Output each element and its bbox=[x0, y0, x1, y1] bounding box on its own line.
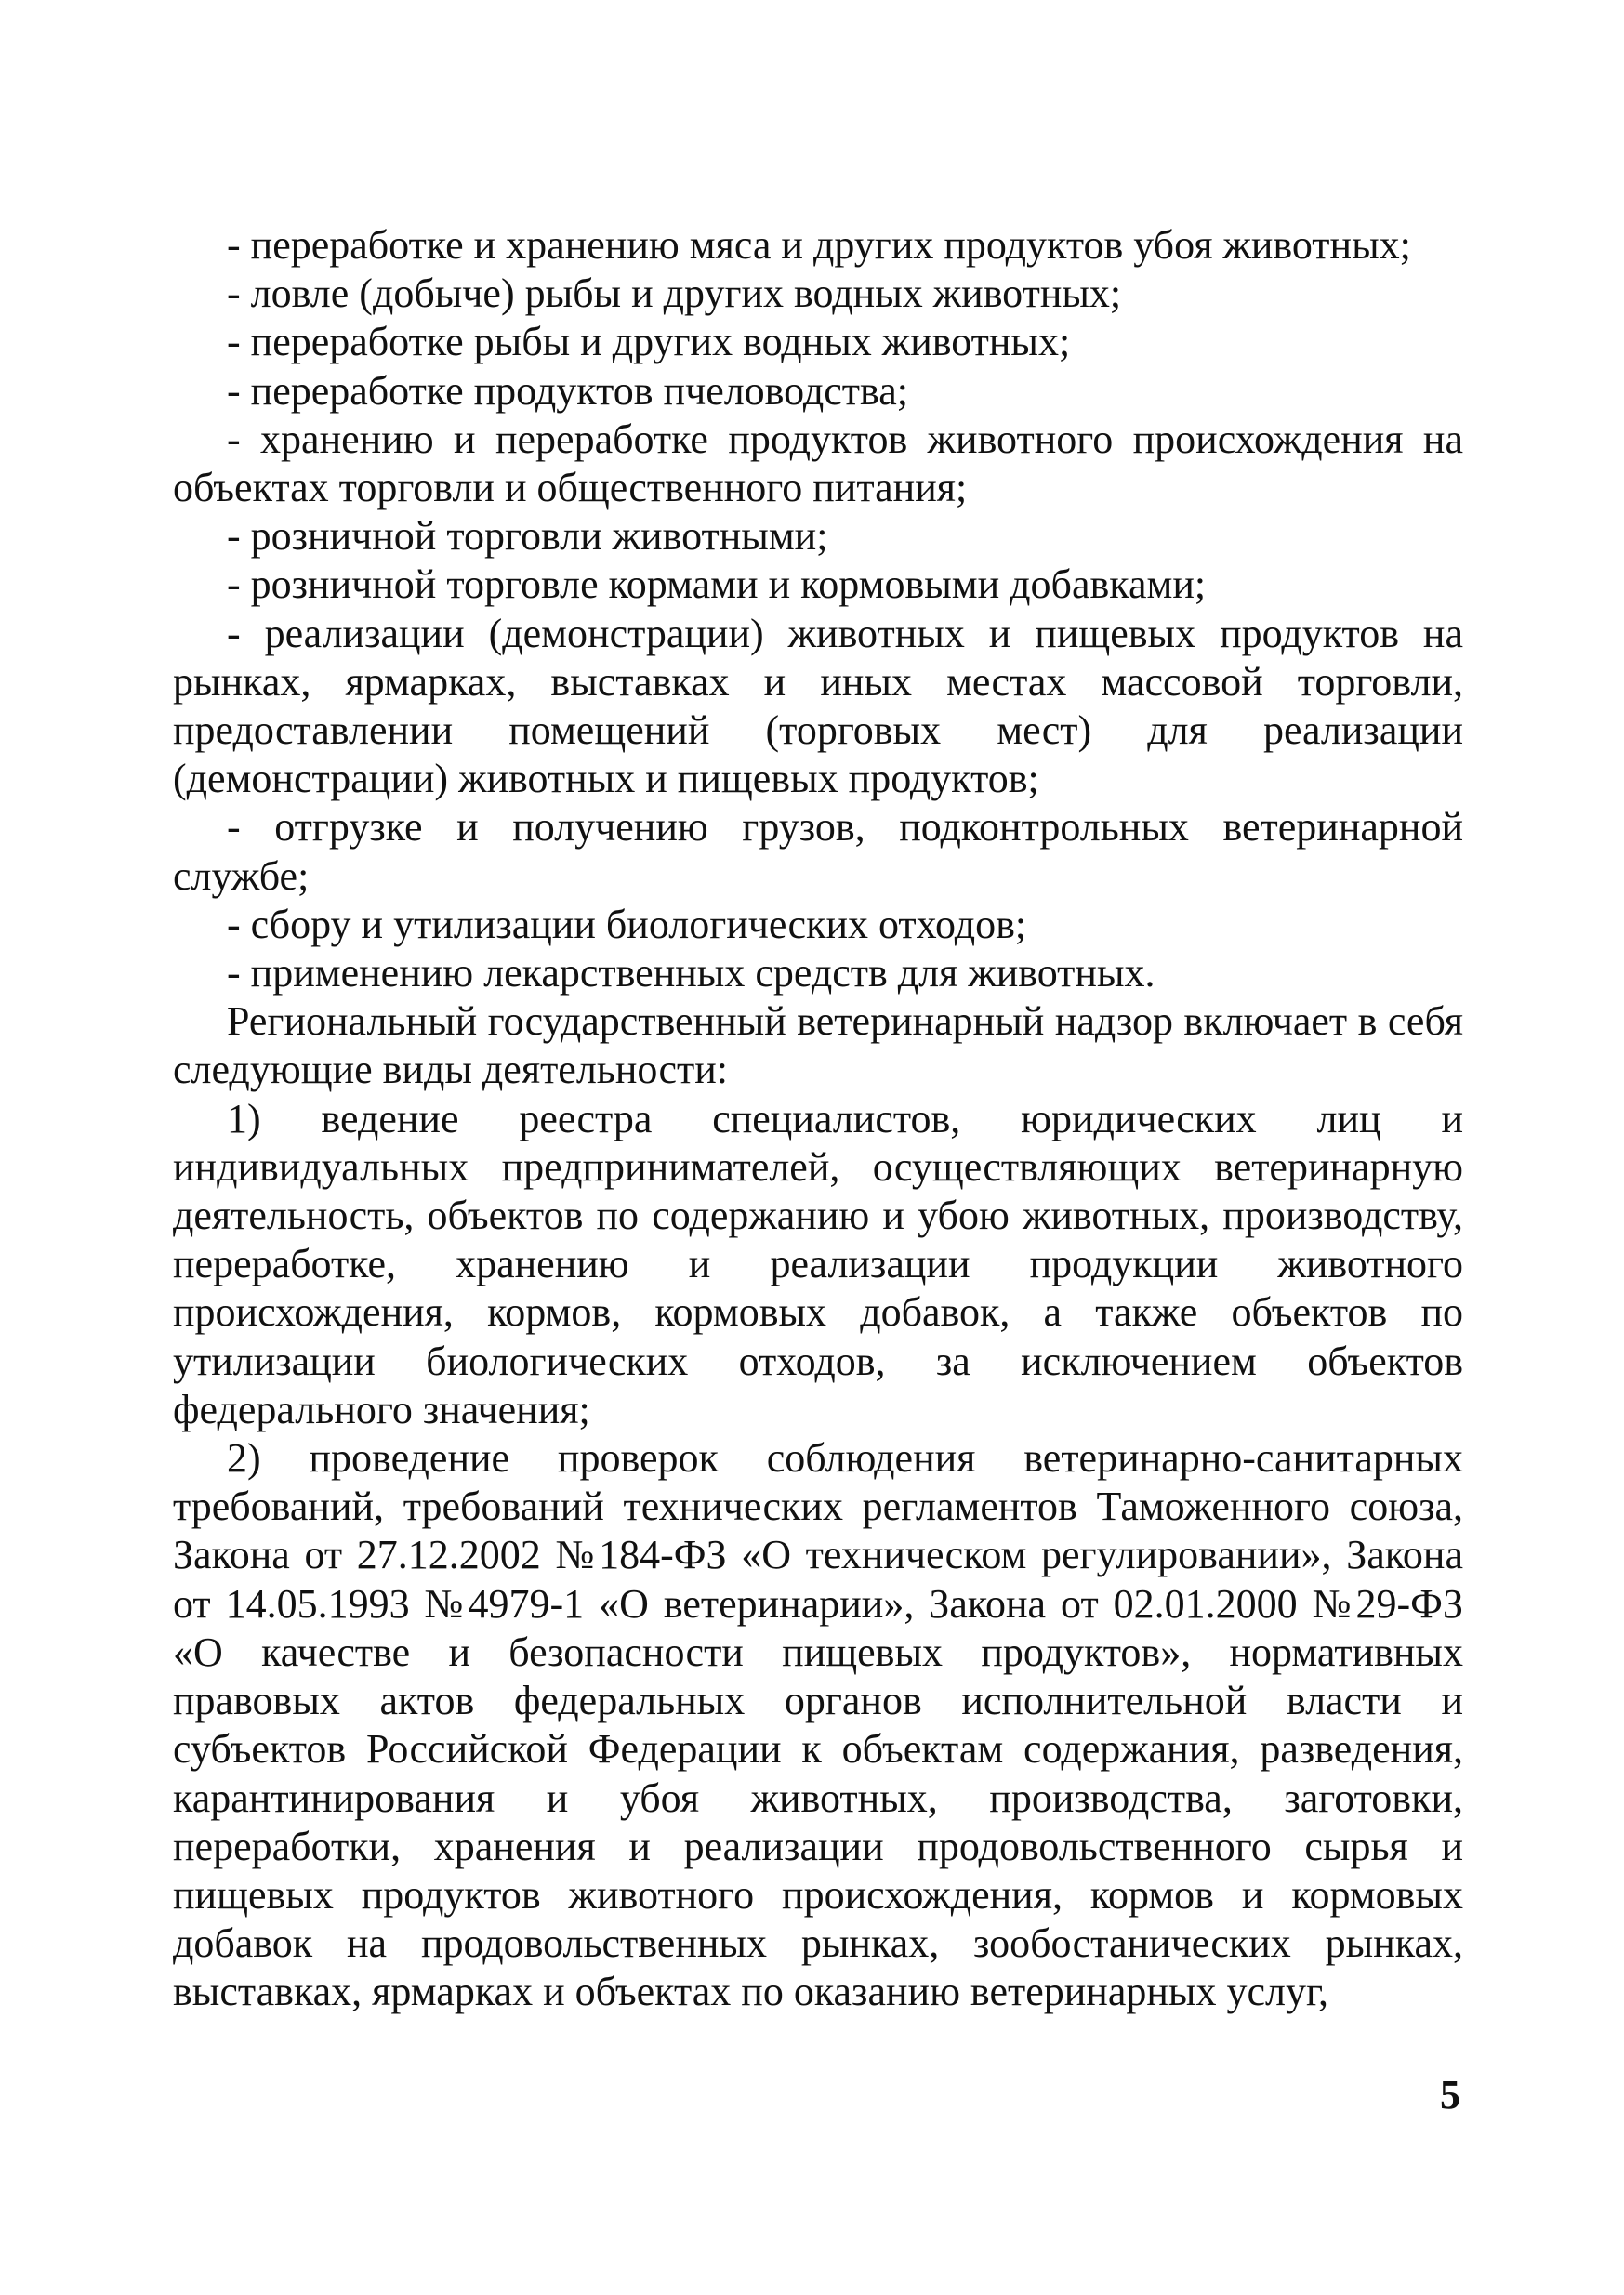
paragraph-slaughter-products: - переработке и хранению мяса и других продуктов убоя животных; bbox=[227, 222, 1411, 268]
paragraph-animal-retail: - розничной торговли животными; bbox=[227, 513, 828, 560]
paragraph-fish-processing: - переработке рыбы и других водных животных; bbox=[227, 319, 1071, 365]
paragraph-biological-waste: - сбору и утилизации биологических отходов; bbox=[227, 901, 1027, 947]
paragraph-feed-retail: - розничной торговле кормами и кормовыми добавками; bbox=[227, 561, 1207, 608]
paragraph-trade-catering: - хранению и переработке продуктов животного происхождения на объектах торговли и общественного питания; bbox=[173, 415, 1463, 511]
paragraph-beekeeping: - переработке продуктов пчеловодства; bbox=[227, 367, 908, 414]
paragraph-item-1-registry: 1) ведение реестра специалистов, юридических лиц и индивидуальных предпринимателей, осуществляющих ветеринарную деятельность, объектов по содержанию и убою животных, производству, переработке, хранению и реализации продукции животного происхождения, кормов, кормовых добавок, а также объектов по утилизации биологических отходов, за исключением объектов федерального значения; bbox=[173, 1095, 1463, 1432]
paragraph-medicines: - применению лекарственных средств для животных. bbox=[227, 950, 1155, 996]
paragraph-markets-fairs: - реализации (демонстрации) животных и пищевых продуктов на рынках, ярмарках, выставках и иных местах массовой торговли, предоставлении помещений (торговых мест) для реализации (демонстрации) животных и пищевых продуктов; bbox=[173, 610, 1463, 802]
page-number: 5 bbox=[1440, 2072, 1460, 2117]
paragraph-fishing: - ловле (добыче) рыбы и других водных животных; bbox=[227, 270, 1122, 317]
body-text bbox=[173, 221, 1463, 2017]
paragraph-supervision-intro: Региональный государственный ветеринарный надзор включает в себя следующие виды деятельности: bbox=[173, 998, 1463, 1093]
paragraph-item-2-inspections: 2) проведение проверок соблюдения ветеринарно-санитарных требований, требований технических регламентов Таможенного союза, Закона от 27.12.2002 №184-ФЗ «О техническом регулировании», Закона от 14.05.1993 №4979-1 «О ветеринарии», Закона от 02.01.2000 №29-ФЗ «О качестве и безопасности пищевых продуктов», нормативных правовых актов федеральных органов исполнительной власти и субъектов Российской Федерации к объектам содержания, разведения, карантинирования и убоя животных, производства, заготовки, переработки, хранения и реализации продовольственного сырья и пищевых продуктов животного происхождения, кормов и кормовых добавок на продовольственных рынках, зообостанических рынках, выставках, ярмарках и объектах по оказанию ветеринарных услуг, bbox=[173, 1435, 1463, 2015]
paragraph-cargo: - отгрузке и получению грузов, подконтрольных ветеринарной службе; bbox=[173, 804, 1463, 899]
